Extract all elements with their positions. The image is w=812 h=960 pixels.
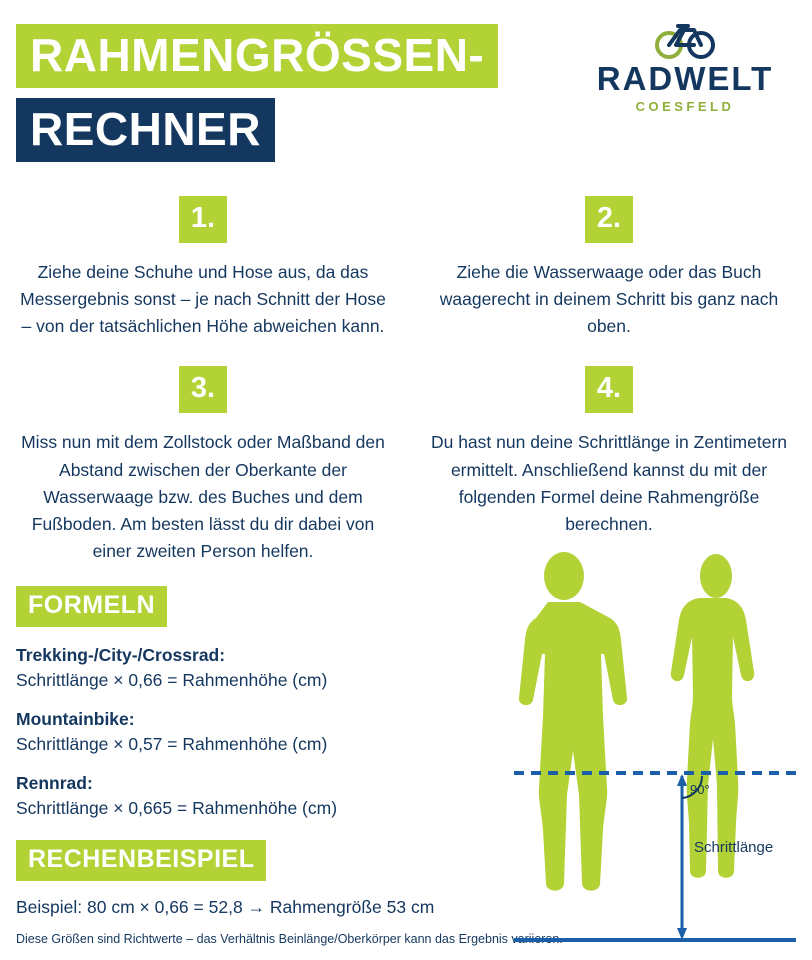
formulas-heading: FORMELN: [16, 586, 167, 627]
footnote: Diese Größen sind Richtwerte – das Verhältnis Beinlänge/Oberkörper kann das Ergebnis variieren.: [16, 932, 563, 946]
formula-rennrad-line: Schrittlänge × 0,665 = Rahmenhöhe (cm): [16, 798, 338, 818]
steps-row-2: [0, 366, 812, 565]
example-heading: RECHENBEISPIEL: [16, 840, 266, 881]
step-3-text: Miss nun mit dem Zollstock oder Maßband den Abstand zwischen der Oberkante der Wasserwaage bzw. des Buches und dem Fußboden. Am besten lässt du dir dabei von einer zweiten Person helfen.: [21, 432, 385, 561]
step-2: [406, 196, 812, 340]
measure-label: Schrittlänge: [694, 839, 774, 856]
formula-trekking-line: Schrittlänge × 0,66 = Rahmenhöhe (cm): [16, 670, 328, 690]
step-4-text: Du hast nun deine Schrittlänge in Zentimetern ermittelt. Anschließend kannst du mit der folgenden Formel deine Rahmengröße berechnen.: [430, 432, 788, 534]
angle-label: 90°: [690, 782, 710, 797]
step-3-number: 3.: [179, 366, 227, 413]
front-body-silhouette: [519, 552, 627, 891]
page-title: [16, 24, 498, 162]
title-line-1: RAHMENGRÖSSEN-: [16, 24, 498, 88]
formula-mountainbike: [16, 709, 496, 755]
step-4: [406, 366, 812, 565]
formula-rennrad: [16, 773, 496, 819]
step-1-number: 1.: [179, 196, 227, 243]
step-2-number: 2.: [585, 196, 633, 243]
brand-logo-block: [580, 18, 790, 114]
formula-trekking-title: Trekking-/City-/Crossrad:: [16, 645, 226, 665]
title-line-2: RECHNER: [16, 98, 275, 162]
formulas-section: [16, 586, 496, 819]
example-line: Beispiel: 80 cm × 0,66 = 52,8 → Rahmengröße 53 cm: [16, 897, 435, 917]
brand-subtitle: COESFELD: [635, 99, 735, 114]
step-3: [0, 366, 406, 565]
steps-row-1: [0, 196, 812, 340]
formula-trekking: [16, 645, 496, 691]
steps-section: [0, 196, 812, 565]
formula-mountainbike-line: Schrittlänge × 0,57 = Rahmenhöhe (cm): [16, 734, 328, 754]
formula-mountainbike-title: Mountainbike:: [16, 709, 135, 729]
step-2-text: Ziehe die Wasserwaage oder das Buch waagerecht in deinem Schritt bis ganz nach oben.: [439, 262, 779, 337]
body-measurement-figure: [504, 548, 804, 948]
bicycle-icon: [580, 18, 790, 60]
example-section: [16, 840, 516, 918]
step-4-number: 4.: [585, 366, 633, 413]
measure-arrow-top: [677, 774, 687, 786]
formula-rennrad-title: Rennrad:: [16, 773, 93, 793]
step-1: [0, 196, 406, 340]
step-1-text: Ziehe deine Schuhe und Hose aus, da das Messergebnis sonst – je nach Schnitt der Hose – von der tatsächlichen Höhe abweichen kann.: [20, 262, 386, 337]
brand-name: RADWELT: [596, 60, 774, 97]
